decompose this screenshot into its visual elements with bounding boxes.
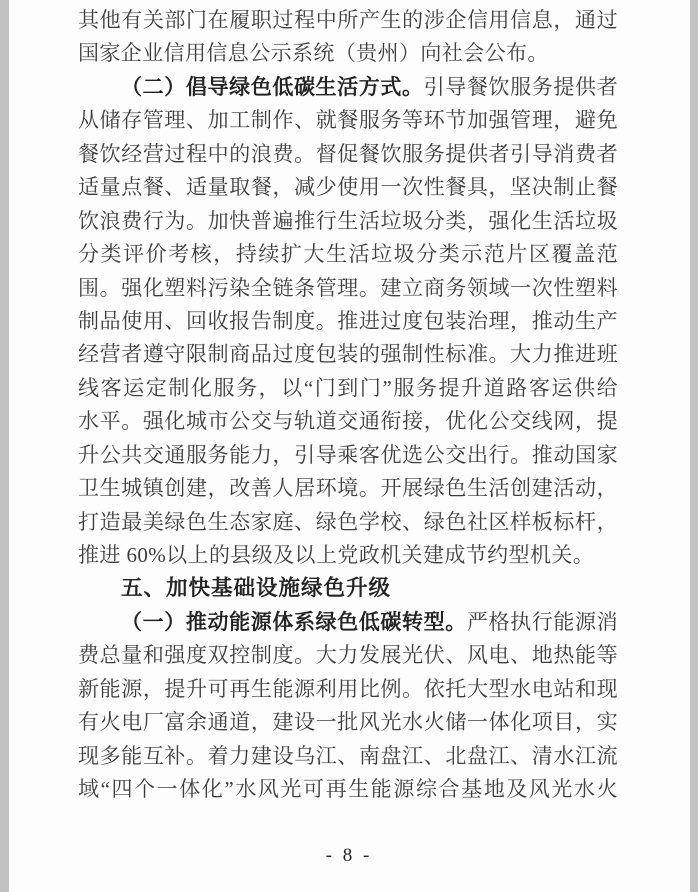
text-line	[78, 205, 618, 238]
text-line	[78, 305, 618, 338]
text-segment: 从储存管理、加工制作、就餐服务等环节加强管理，避免	[78, 108, 618, 133]
bold-lead-segment: （一）推动能源体系绿色低碳转型。	[121, 609, 467, 634]
text-segment: 费总量和强度双控制度。大力发展光伏、风电、地热能等	[78, 643, 618, 668]
text-segment: 水平。强化城市公交与轨道交通衔接，优化公交线网，提	[78, 409, 618, 434]
text-line	[78, 639, 618, 672]
bold-lead-segment: 五、加快基础设施绿色升级	[121, 576, 392, 601]
text-segment: 其他有关部门在履职过程中所产生的涉企信用信息，通过	[78, 8, 618, 32]
text-segment: 分类评价考核，持续扩大生活垃圾分类示范片区覆盖范	[78, 242, 618, 267]
text-segment: 现多能互补。着力建设乌江、南盘江、北盘江、清水江流	[78, 743, 618, 768]
text-line	[78, 405, 618, 438]
text-line	[78, 138, 618, 171]
text-line	[78, 740, 618, 773]
text-segment: 严格执行能源消	[466, 609, 618, 634]
text-line	[78, 606, 618, 639]
text-segment: 餐饮经营过程中的浪费。督促餐饮服务提供者引导消费者	[78, 141, 618, 166]
text-segment: 线客运定制化服务，以“门到门”服务提升道路客运供给	[78, 375, 618, 400]
text-line	[78, 272, 618, 305]
text-segment: 推进 60%以上的县级及以上党政机关建成节约型机关。	[78, 543, 595, 567]
text-line	[78, 37, 618, 70]
text-line	[78, 439, 618, 472]
text-line	[78, 238, 618, 271]
text-segment: 适量点餐、适量取餐，减少使用一次性餐具，坚决制止餐	[78, 175, 618, 200]
text-segment: 经营者遵守限制商品过度包装的强制性标准。大力推进班	[78, 342, 618, 367]
bold-lead-segment: （二）倡导绿色低碳生活方式。	[121, 74, 424, 99]
text-segment: 升公共交通服务能力，引导乘客优选公交出行。推动国家	[78, 442, 618, 467]
text-segment: 围。强化塑料污染全链条管理。建立商务领域一次性塑料	[78, 275, 618, 300]
text-segment: 新能源，提升可再生能源利用比例。依托大型水电站和现	[78, 676, 618, 701]
text-line	[78, 539, 618, 572]
text-line	[78, 71, 618, 104]
text-segment: 制品使用、回收报告制度。推进过度包装治理，推动生产	[78, 308, 618, 333]
text-segment: 饮浪费行为。加快普遍推行生活垃圾分类，强化生活垃圾	[78, 208, 618, 233]
scan-edge-right	[690, 0, 698, 892]
text-line	[78, 372, 618, 405]
document-body	[78, 4, 618, 807]
text-segment: 国家企业信用信息公示系统（贵州）向社会公布。	[78, 41, 549, 66]
section-heading	[78, 572, 618, 605]
text-segment: 域“四个一体化”水风光可再生能源综合基地及风光水火	[78, 777, 618, 802]
scan-edge-left	[0, 0, 9, 892]
text-line	[78, 506, 618, 539]
text-segment: 引导餐饮服务提供者	[423, 74, 618, 99]
text-segment: 打造最美绿色生态家庭、绿色学校、绿色社区样板标杆，	[78, 509, 618, 534]
text-line	[78, 338, 618, 371]
text-segment: 卫生城镇创建，改善人居环境。开展绿色生活创建活动，	[78, 476, 618, 501]
text-segment: 有火电厂富余通道，建设一批风光水火储一体化项目，实	[78, 710, 618, 735]
text-line	[78, 104, 618, 137]
text-line	[78, 706, 618, 739]
text-line	[78, 773, 618, 806]
text-line	[78, 4, 618, 37]
text-line	[78, 472, 618, 505]
text-line	[78, 171, 618, 204]
text-line	[78, 673, 618, 706]
page-number: - 8 -	[325, 845, 373, 866]
